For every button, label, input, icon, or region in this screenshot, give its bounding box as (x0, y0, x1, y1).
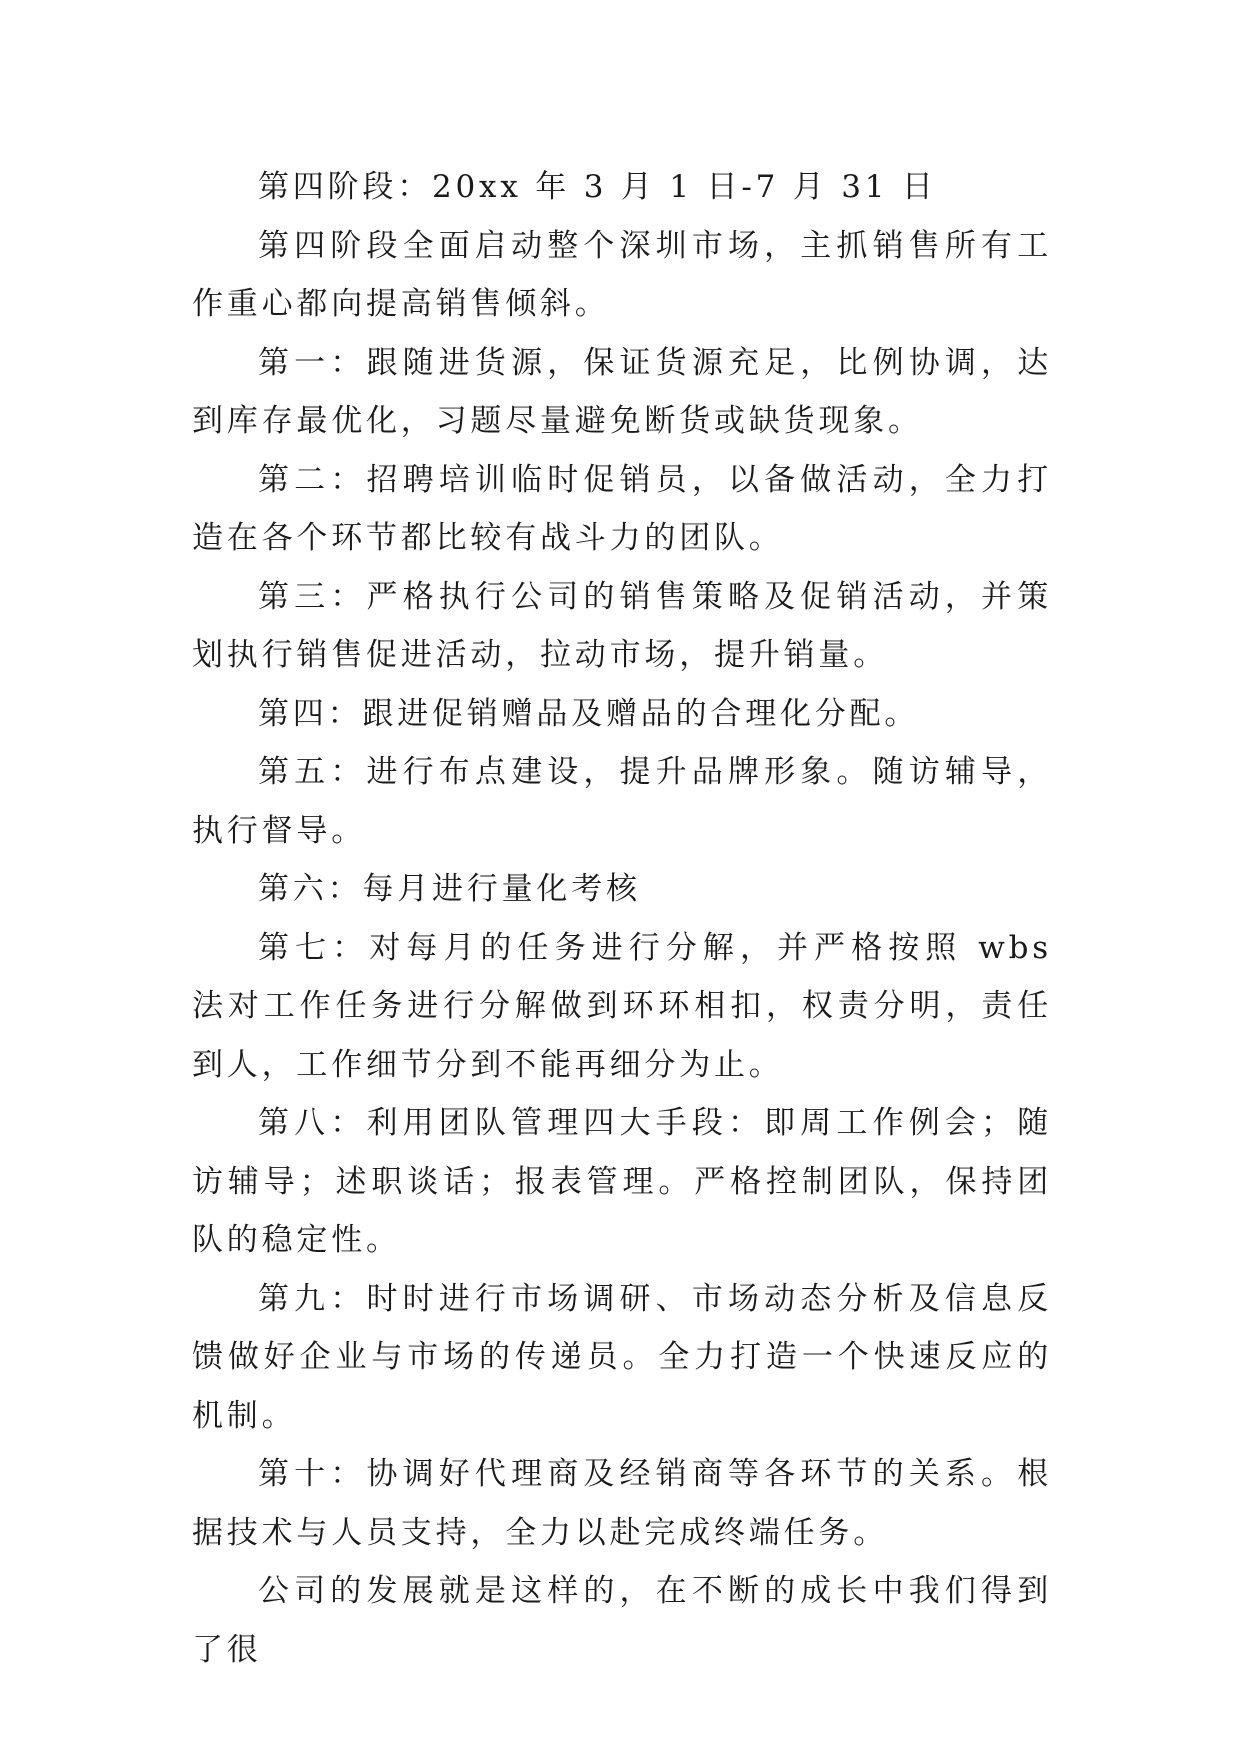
paragraph-item-seven: 第七：对每月的任务进行分解，并严格按照 wbs 法对工作任务进行分解做到环环相扣，权责分明，责任到人，工作细节分到不能再细分为止。 (192, 929, 1052, 1083)
paragraph-item-nine: 第九：时时进行市场调研、市场动态分析及信息反馈做好企业与市场的传递员。全力打造一个快速反应的机制。 (192, 1280, 1052, 1434)
paragraph-item-one: 第一：跟随进货源，保证货源充足，比例协调，达到库存最优化，习题尽量避免断货或缺货现象。 (192, 344, 1052, 439)
paragraph-item-four: 第四：跟进促销赠品及赠品的合理化分配。 (258, 695, 920, 732)
paragraph-item-eight: 第八：利用团队管理四大手段：即周工作例会；随访辅导；述职谈话；报表管理。严格控制团队，保持团队的稳定性。 (192, 1105, 1052, 1258)
paragraph-item-five: 第五：进行布点建设，提升品牌形象。随访辅导，执行督导。 (192, 754, 1052, 849)
paragraph-item-two: 第二：招聘培训临时促销员，以备做活动，全力打造在各个环节都比较有战斗力的团队。 (192, 461, 1052, 556)
document-body (192, 158, 1052, 1679)
paragraph-stage-four-dates: 第四阶段：20xx 年 3 月 1 日-7 月 31 日 (258, 169, 937, 205)
paragraph-item-six: 第六：每月进行量化考核 (258, 871, 641, 907)
paragraph-stage-four-overview: 第四阶段全面启动整个深圳市场，主抓销售所有工作重心都向提高销售倾斜。 (192, 227, 1052, 322)
paragraph-item-three: 第三：严格执行公司的销售策略及促销活动，并策划执行销售促进活动，拉动市场，提升销量。 (192, 578, 1052, 673)
paragraph-closing: 公司的发展就是这样的，在不断的成长中我们得到了很 (192, 1573, 1052, 1668)
paragraph-item-ten: 第十：协调好代理商及经销商等各环节的关系。根据技术与人员支持，全力以赴完成终端任务。 (192, 1456, 1052, 1551)
